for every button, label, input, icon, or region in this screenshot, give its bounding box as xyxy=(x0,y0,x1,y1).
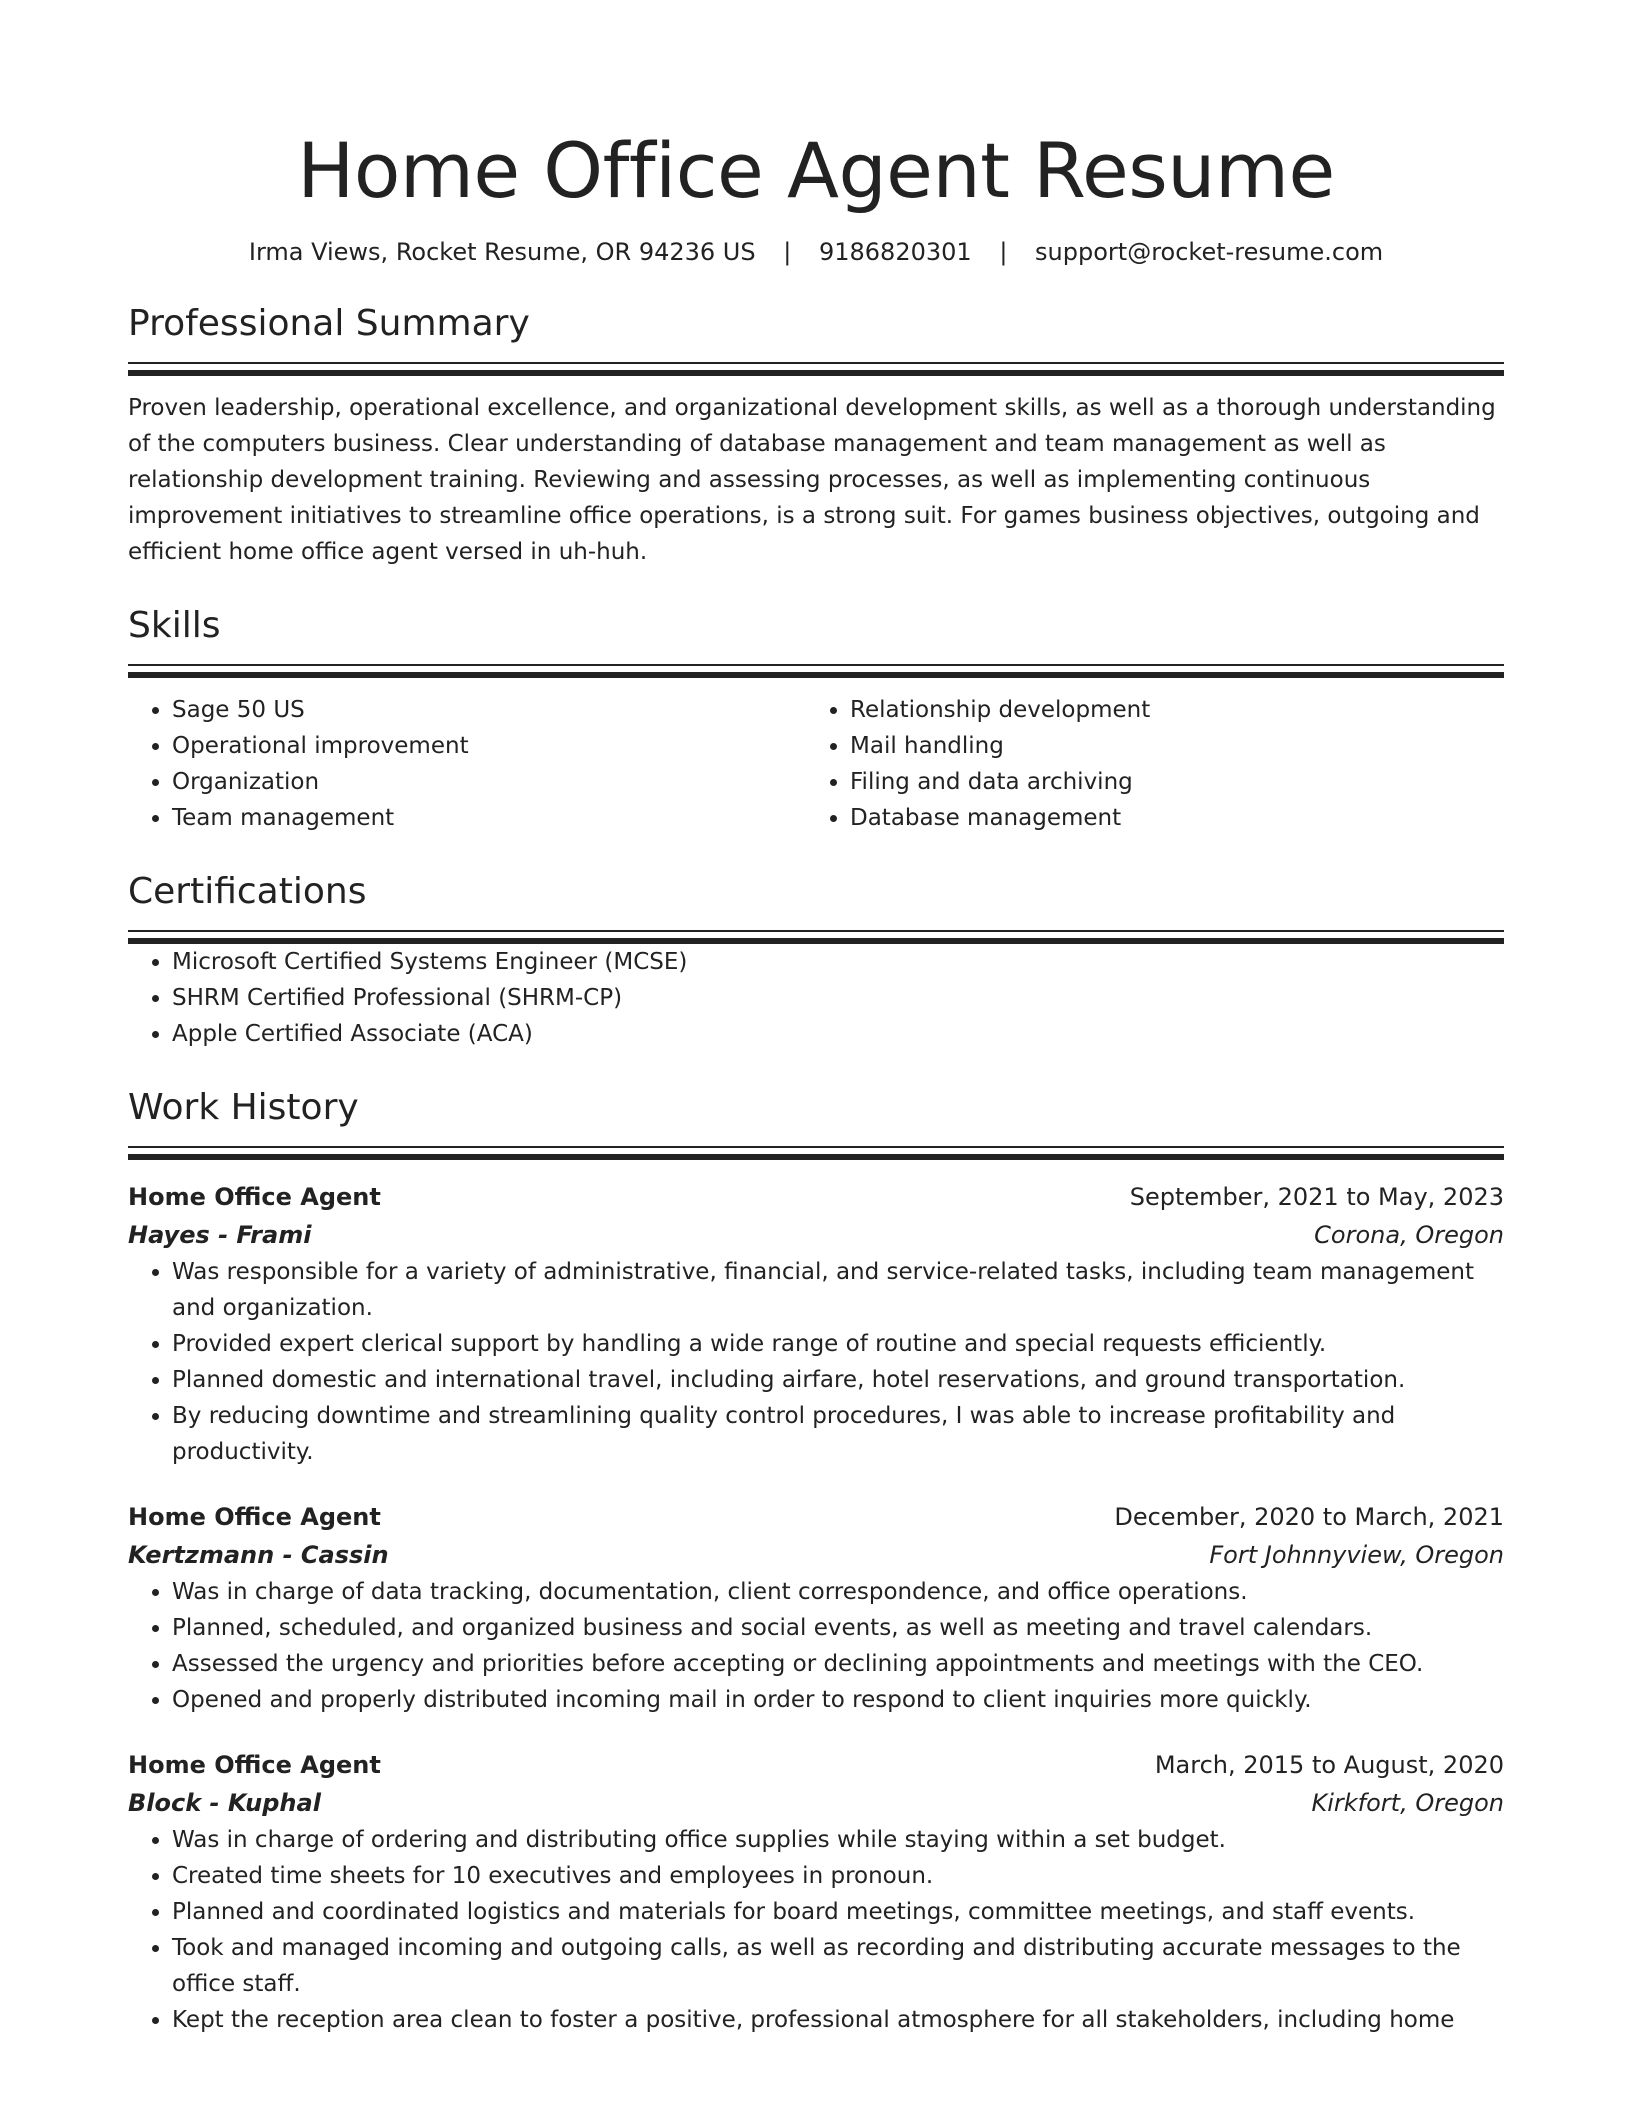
skills-list-left xyxy=(128,692,806,836)
job-title: Home Office Agent xyxy=(128,1751,381,1779)
skill-item: • Mail handling xyxy=(850,728,1484,764)
job-company-row xyxy=(128,1784,1504,1822)
resume-page xyxy=(128,0,1504,2038)
job-company-row xyxy=(128,1216,1504,1254)
work-history-heading: Work History xyxy=(128,1087,359,1128)
skill-item: • Organization xyxy=(172,764,806,800)
skill-item: • Database management xyxy=(850,800,1484,836)
job-bullet: • Assessed the urgency and priorities before accepting or declining appointments and meetings with the CEO. xyxy=(172,1646,1504,1682)
certification-item: • SHRM Certified Professional (SHRM-CP) xyxy=(172,980,1504,1016)
job-bullets xyxy=(128,1822,1504,2038)
section-divider xyxy=(128,362,1504,376)
job-company: Block - Kuphal xyxy=(128,1789,321,1817)
job-company-row xyxy=(128,1536,1504,1574)
certifications-list xyxy=(128,944,1504,1052)
job-bullet: • Created time sheets for 10 executives and employees in pronoun. xyxy=(172,1858,1504,1894)
contact-separator: | xyxy=(783,238,792,266)
job-company: Hayes - Frami xyxy=(128,1221,312,1249)
job-title: Home Office Agent xyxy=(128,1183,381,1211)
contact-email: support@rocket-resume.com xyxy=(1035,238,1384,266)
resume-title: Home Office Agent Resume xyxy=(297,126,1335,215)
skill-item: • Relationship development xyxy=(850,692,1484,728)
certifications-heading: Certifications xyxy=(128,871,367,912)
contact-address: Irma Views, Rocket Resume, OR 94236 US xyxy=(248,238,756,266)
job-location: Kirkfort, Oregon xyxy=(1311,1789,1504,1817)
skill-item: • Filing and data archiving xyxy=(850,764,1484,800)
job-entry xyxy=(128,1498,1504,1718)
job-bullet: • Took and managed incoming and outgoing calls, as well as recording and distributing accurate messages to the office staff. xyxy=(172,1930,1504,2002)
job-title-row xyxy=(128,1178,1504,1216)
section-divider xyxy=(128,1146,1504,1160)
job-entry xyxy=(128,1178,1504,1470)
skills-section xyxy=(128,602,1504,836)
summary-section xyxy=(128,300,1504,570)
job-bullet: • Opened and properly distributed incoming mail in order to respond to client inquiries more quickly. xyxy=(172,1682,1504,1718)
certification-item: • Apple Certified Associate (ACA) xyxy=(172,1016,1504,1052)
job-dates: March, 2015 to August, 2020 xyxy=(1154,1751,1504,1779)
job-title-row xyxy=(128,1498,1504,1536)
job-bullet: • Planned domestic and international travel, including airfare, hotel reservations, and ground transportation. xyxy=(172,1362,1504,1398)
skills-grid xyxy=(128,692,1504,836)
job-title: Home Office Agent xyxy=(128,1503,381,1531)
job-location: Fort Johnnyview, Oregon xyxy=(1209,1541,1504,1569)
job-entry xyxy=(128,1746,1504,2038)
certifications-section xyxy=(128,868,1504,1052)
skill-item: • Sage 50 US xyxy=(172,692,806,728)
skill-item: • Team management xyxy=(172,800,806,836)
job-bullet: • By reducing downtime and streamlining quality control procedures, I was able to increase profitability and productivity. xyxy=(172,1398,1504,1470)
job-bullet: • Kept the reception area clean to foster a positive, professional atmosphere for all stakeholders, including home xyxy=(172,2002,1504,2038)
skills-column-right xyxy=(806,692,1484,836)
job-bullets xyxy=(128,1574,1504,1718)
contact-phone: 9186820301 xyxy=(818,238,972,266)
job-bullet: • Was in charge of data tracking, documentation, client correspondence, and office operations. xyxy=(172,1574,1504,1610)
job-location: Corona, Oregon xyxy=(1314,1221,1504,1249)
job-title-row xyxy=(128,1746,1504,1784)
skills-column-left xyxy=(128,692,806,836)
work-history-section xyxy=(128,1084,1504,2038)
summary-heading: Professional Summary xyxy=(128,303,530,344)
job-bullet: • Provided expert clerical support by handling a wide range of routine and special requests efficiently. xyxy=(172,1326,1504,1362)
job-bullet: • Planned, scheduled, and organized business and social events, as well as meeting and travel calendars. xyxy=(172,1610,1504,1646)
job-bullet: • Planned and coordinated logistics and materials for board meetings, committee meetings, and staff events. xyxy=(172,1894,1504,1930)
job-bullet: • Was in charge of ordering and distributing office supplies while staying within a set budget. xyxy=(172,1822,1504,1858)
job-dates: September, 2021 to May, 2023 xyxy=(1129,1183,1504,1211)
job-bullets xyxy=(128,1254,1504,1470)
skills-heading: Skills xyxy=(128,605,221,646)
job-bullet: • Was responsible for a variety of administrative, financial, and service-related tasks, including team management and organization. xyxy=(172,1254,1504,1326)
skill-item: • Operational improvement xyxy=(172,728,806,764)
contact-separator: | xyxy=(999,238,1008,266)
certification-item: • Microsoft Certified Systems Engineer (MCSE) xyxy=(172,944,1504,980)
summary-text: Proven leadership, operational excellence, and organizational development skills, as well as a thorough understanding of the computers business. Clear understanding of database management and team management as well as relationship development training. Reviewing and assessing processes, as well as implementing continuous improvement initiatives to streamline office operations, is a strong suit. For games business objectives, outgoing and efficient home office agent versed in uh-huh. xyxy=(128,395,1496,565)
section-divider xyxy=(128,930,1504,944)
job-company: Kertzmann - Cassin xyxy=(128,1541,389,1569)
job-dates: December, 2020 to March, 2021 xyxy=(1114,1503,1504,1531)
contact-line xyxy=(128,236,1504,268)
section-divider xyxy=(128,664,1504,678)
skills-list-right xyxy=(806,692,1484,836)
